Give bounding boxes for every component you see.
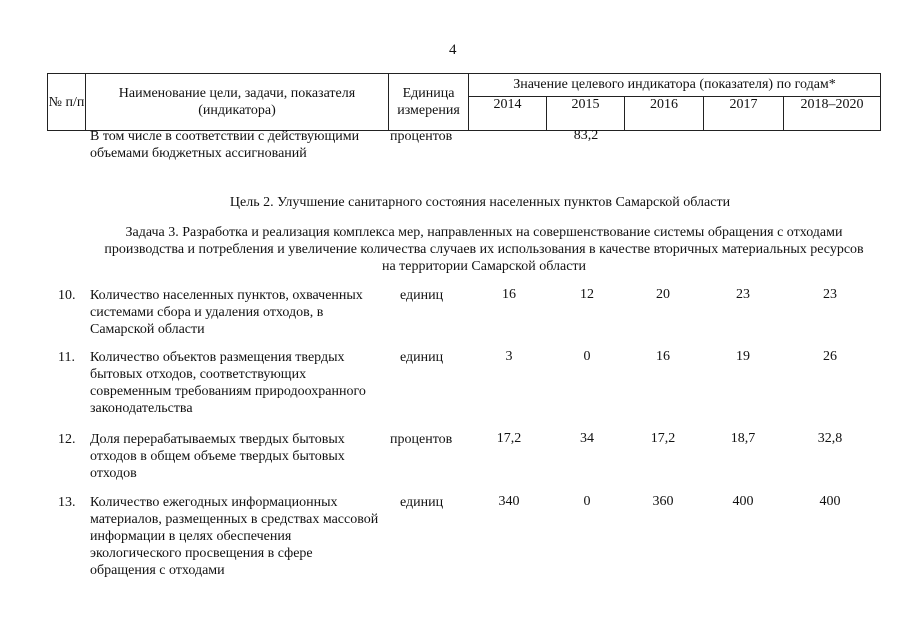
header-unit: Единица измерения <box>389 74 469 130</box>
header-year-2018-2020: 2018–2020 <box>800 97 864 112</box>
header-year-2014: 2014 <box>469 96 547 131</box>
row-11-unit: единиц <box>400 350 444 365</box>
row-12-value-2017: 18,7 <box>730 431 756 446</box>
row-12-value-2015: 34 <box>580 431 594 446</box>
row-11-value-2014: 3 <box>505 349 513 364</box>
continuation-row-name: В том числе в соответствии с действующими объемами бюджетных ассигнований <box>90 129 360 161</box>
row-13-value-2016: 360 <box>652 494 674 509</box>
row-12-name: Доля перерабатываемых твердых бытовых отходов в общем объеме твердых бытовых отходов <box>90 432 345 481</box>
row-13-value-2015: 0 <box>583 494 591 509</box>
row-10-value-2018-2020: 23 <box>823 287 837 302</box>
row-11-value-2016: 16 <box>656 349 670 364</box>
row-13-unit: единиц <box>400 495 444 510</box>
header-num: № п/п <box>48 74 86 130</box>
row-12-num: 12. <box>58 432 76 447</box>
header-year-2017: 2017 <box>704 96 784 131</box>
row-11-value-2018-2020: 26 <box>823 349 837 364</box>
row-10-name: Количество населенных пунктов, охваченных системами сбора и удаления отходов, в Самарской области <box>90 288 363 337</box>
row-10-unit: единиц <box>400 288 444 303</box>
row-11-value-2015: 0 <box>583 349 591 364</box>
row-10-num: 10. <box>58 288 76 303</box>
row-11-value-2017: 19 <box>736 349 750 364</box>
row-12-value-2018-2020: 32,8 <box>817 431 843 446</box>
row-10-value-2017: 23 <box>736 287 750 302</box>
continuation-row-value-2015: 83,2 <box>573 128 599 143</box>
continuation-row-unit: процентов <box>390 129 453 144</box>
row-10-value-2015: 12 <box>580 287 594 302</box>
row-10-value-2014: 16 <box>502 287 516 302</box>
header-year-2015: 2015 <box>547 96 625 131</box>
row-12-value-2016: 17,2 <box>650 431 676 446</box>
row-12-unit: процентов <box>390 432 453 447</box>
row-13-value-2017: 400 <box>732 494 754 509</box>
header-name: Наименование цели, задачи, показателя (индикатора) <box>86 74 389 130</box>
task-heading: Задача 3. Разработка и реализация комплекса мер, направленных на совершенствование системы обращения с отходами производства и потребления и увеличение количества случаев их использования в качестве вторичных материальных ресурсов на территории Самарской области <box>104 225 864 274</box>
row-10-value-2016: 20 <box>656 287 670 302</box>
row-13-name: Количество ежегодных информационных материалов, размещенных в средствах массовой информации в целях обеспечения экологического просвещения в сфере обращения с отходами <box>90 495 379 578</box>
row-13-num: 13. <box>58 495 76 510</box>
row-12-value-2014: 17,2 <box>496 431 522 446</box>
header-year-2016: 2016 <box>625 96 704 131</box>
row-13-value-2018-2020: 400 <box>819 494 841 509</box>
row-11-num: 11. <box>58 350 75 365</box>
goal-heading: Цель 2. Улучшение санитарного состояния населенных пунктов Самарской области <box>229 195 731 210</box>
page-number: 4 <box>449 42 457 58</box>
header-values-title: Значение целевого индикатора (показателя) по годам* <box>469 74 880 97</box>
row-11-name: Количество объектов размещения твердых бытовых отходов, соответствующих современным требованиям природоохранного законодательства <box>90 350 366 416</box>
table-header <box>47 73 881 131</box>
row-13-value-2014: 340 <box>498 494 520 509</box>
